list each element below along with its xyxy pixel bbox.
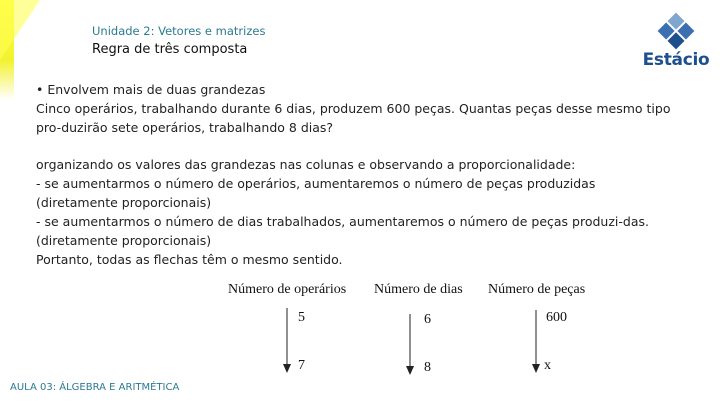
footer-course-label: AULA 03: ÁLGEBRA E ARITMÉTICA (10, 382, 180, 393)
slide-title: Regra de três composta (92, 42, 248, 57)
bullet-text: • Envolvem mais de duas grandezas (36, 82, 266, 97)
value-operarios-bottom: 7 (298, 358, 305, 373)
down-arrow-icon (405, 314, 415, 376)
explanation-line: Portanto, todas as flechas têm o mesmo sentido. (36, 252, 343, 267)
value-operarios-top: 5 (298, 310, 305, 325)
accent-triangle (0, 0, 40, 60)
estacio-logo (640, 12, 712, 72)
proportion-table (220, 276, 602, 388)
logo-text: Estácio (642, 50, 710, 70)
problem-line-1: Cinco operários, trabalhando durante 6 dias, produzem 600 peças. Quantas peças desse mesmo tipo (36, 101, 671, 116)
value-pecas-top: 600 (546, 310, 567, 325)
value-pecas-bottom: x (544, 358, 551, 373)
explanation-line: (diretamente proporcionais) (36, 233, 212, 248)
value-dias-top: 6 (424, 312, 431, 327)
column-header-operarios: Número de operários (228, 282, 347, 297)
value-dias-bottom: 8 (424, 360, 431, 375)
down-arrow-icon (531, 310, 541, 374)
explanation-line: organizando os valores das grandezas nas colunas e observando a proporcionalidade: (36, 157, 576, 172)
unit-title: Unidade 2: Vetores e matrizes (92, 24, 266, 38)
down-arrow-icon (282, 308, 292, 374)
problem-line-2: pro-duzirão sete operários, trabalhando 8 dias? (36, 120, 334, 135)
explanation-line: (diretamente proporcionais) (36, 195, 212, 210)
column-header-dias: Número de dias (374, 282, 463, 297)
logo-diamond-icon (640, 12, 712, 52)
explanation-line: - se aumentarmos o número de operários, aumentaremos o número de peças produzidas (36, 176, 596, 191)
explanation-line: - se aumentarmos o número de dias trabalhados, aumentaremos o número de peças produzi-das. (36, 214, 649, 229)
column-header-pecas: Número de peças (488, 282, 586, 297)
slide-content (36, 80, 696, 269)
